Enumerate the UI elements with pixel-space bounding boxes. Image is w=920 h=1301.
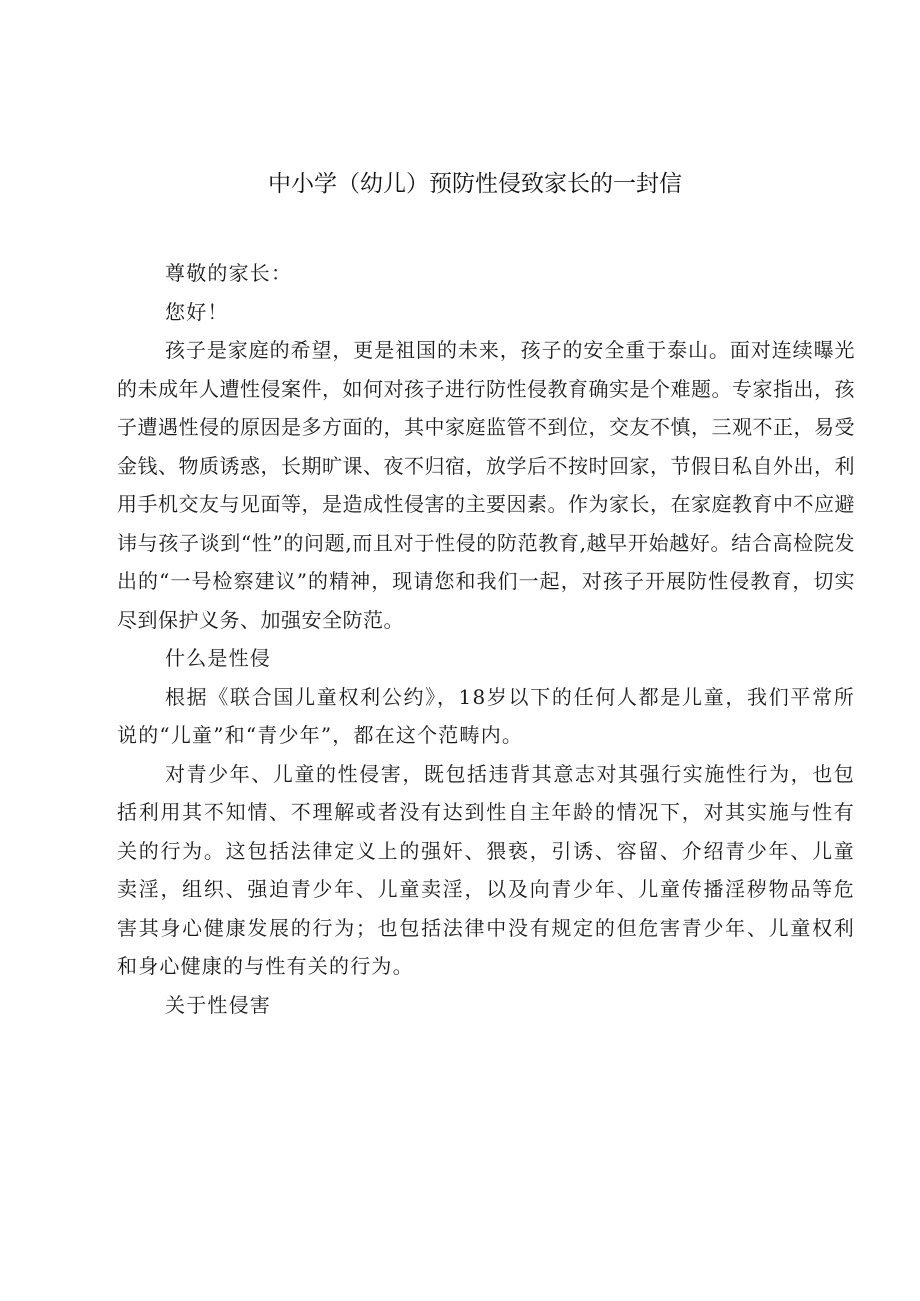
salutation: 尊敬的家长： — [165, 261, 293, 285]
intro-paragraph: 孩子是家庭的希望，更是祖国的未来，孩子的安全重于泰山。面对连续曝光的未成年人遭性侵案件，如何对孩子进行防性侵教育确实是个难题。专家指出，孩子遭遇性侵的原因是多方面的，其中家庭监管不到位，交友不慎，三观不正，易受金钱、物质诱惑，长期旷课、夜不归宿，放学后不按时回家，节假日私自外出，利用手机交友与见面等，是造成性侵害的主要因素。作为家长，在家庭教育中不应避讳与孩子谈到“性”的问题,而且对于性侵的防范教育,越早开始越好。结合高检院发出的“一号检察建议”的精神，现请您和我们一起，对孩子开展防性侵教育，切实尽到保护义务、加强安全防范。 — [117, 338, 855, 632]
section-heading-about: 关于性侵害 — [165, 992, 271, 1017]
document-title: 中小学（幼儿）预防性侵致家长的一封信 — [268, 171, 682, 197]
definition-paragraph: 根据《联合国儿童权利公约》，18岁以下的任何人都是儿童，我们平常所说的“儿童”和“青少年”，都在这个范畴内。 — [117, 684, 855, 747]
greeting: 您好！ — [165, 299, 229, 324]
section-heading-what-is: 什么是性侵 — [165, 646, 271, 670]
scope-paragraph: 对青少年、儿童的性侵害，既包括违背其意志对其强行实施性行为，也包括利用其不知情、不理解或者没有达到性自主年龄的情况下，对其实施与性有关的行为。这包括法律定义上的强奸、猥亵，引诱、容留、介绍青少年、儿童卖淫，组织、强迫青少年、儿童卖淫，以及向青少年、儿童传播淫秽物品等危害其身心健康发展的行为；也包括法律中没有规定的但危害青少年、儿童权利和身心健康的与性有关的行为。 — [117, 761, 855, 978]
letter-body — [117, 254, 855, 1024]
